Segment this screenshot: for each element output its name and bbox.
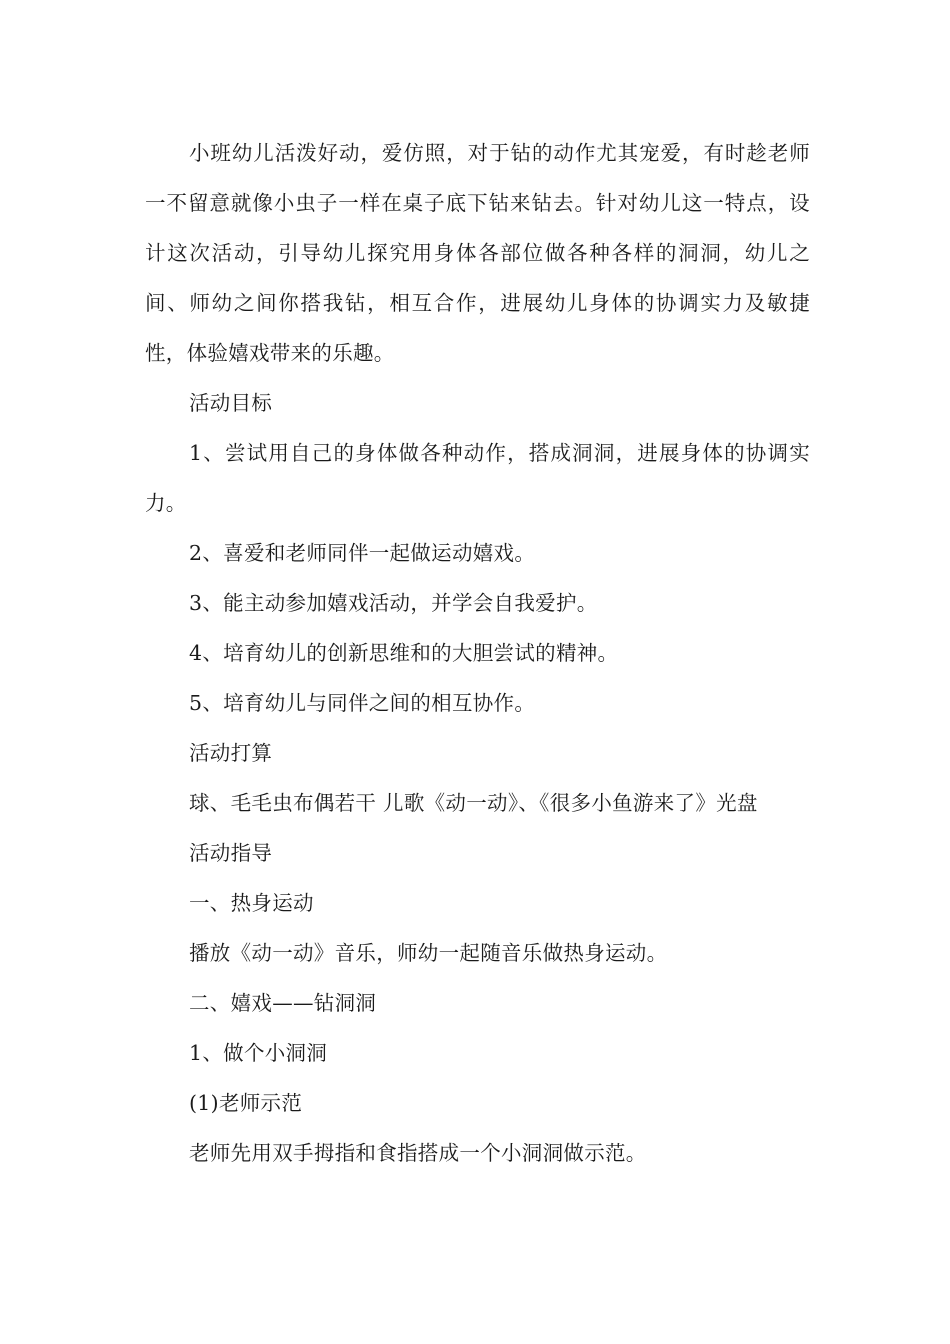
goal-item-5: 5、培育幼儿与同伴之间的相互协作。 [189,691,536,715]
document-body [145,128,810,1178]
preparation-materials: 球、毛毛虫布偶若干 儿歌《动一动》、《很多小鱼游来了》光盘 [189,791,758,815]
warmup-description: 播放《动一动》音乐，师幼一起随音乐做热身运动。 [189,941,668,965]
goal-item-1: 1、尝试用自己的身体做各种动作，搭成洞洞，进展身体的协调实力。 [145,441,810,515]
section-heading-goals: 活动目标 [189,391,273,415]
substep-heading: 1、做个小洞洞 [189,1041,328,1065]
goal-item-2: 2、喜爱和老师同伴一起做运动嬉戏。 [189,541,536,565]
section-heading-preparation: 活动打算 [189,741,273,765]
demo-description: 老师先用双手拇指和食指搭成一个小洞洞做示范。 [189,1141,647,1165]
intro-paragraph: 小班幼儿活泼好动，爱仿照，对于钻的动作尤其宠爱，有时趁老师一不留意就像小虫子一样在桌子底下钻来钻去。针对幼儿这一特点，设计这次活动，引导幼儿探究用身体各部位做各种各样的洞洞，幼儿之间、师幼之间你搭我钻，相互合作，进展幼儿身体的协调实力及敏捷性，体验嬉戏带来的乐趣。 [145,141,810,365]
substep-teacher-demo: (1)老师示范 [189,1091,303,1115]
step-heading-game: 二、嬉戏——钻洞洞 [189,991,377,1015]
step-heading-warmup: 一、热身运动 [189,891,314,915]
goal-item-4: 4、培育幼儿的创新思维和的大胆尝试的精神。 [189,641,619,665]
section-heading-guidance: 活动指导 [189,841,273,865]
goal-item-3: 3、能主动参加嬉戏活动，并学会自我爱护。 [189,591,598,615]
